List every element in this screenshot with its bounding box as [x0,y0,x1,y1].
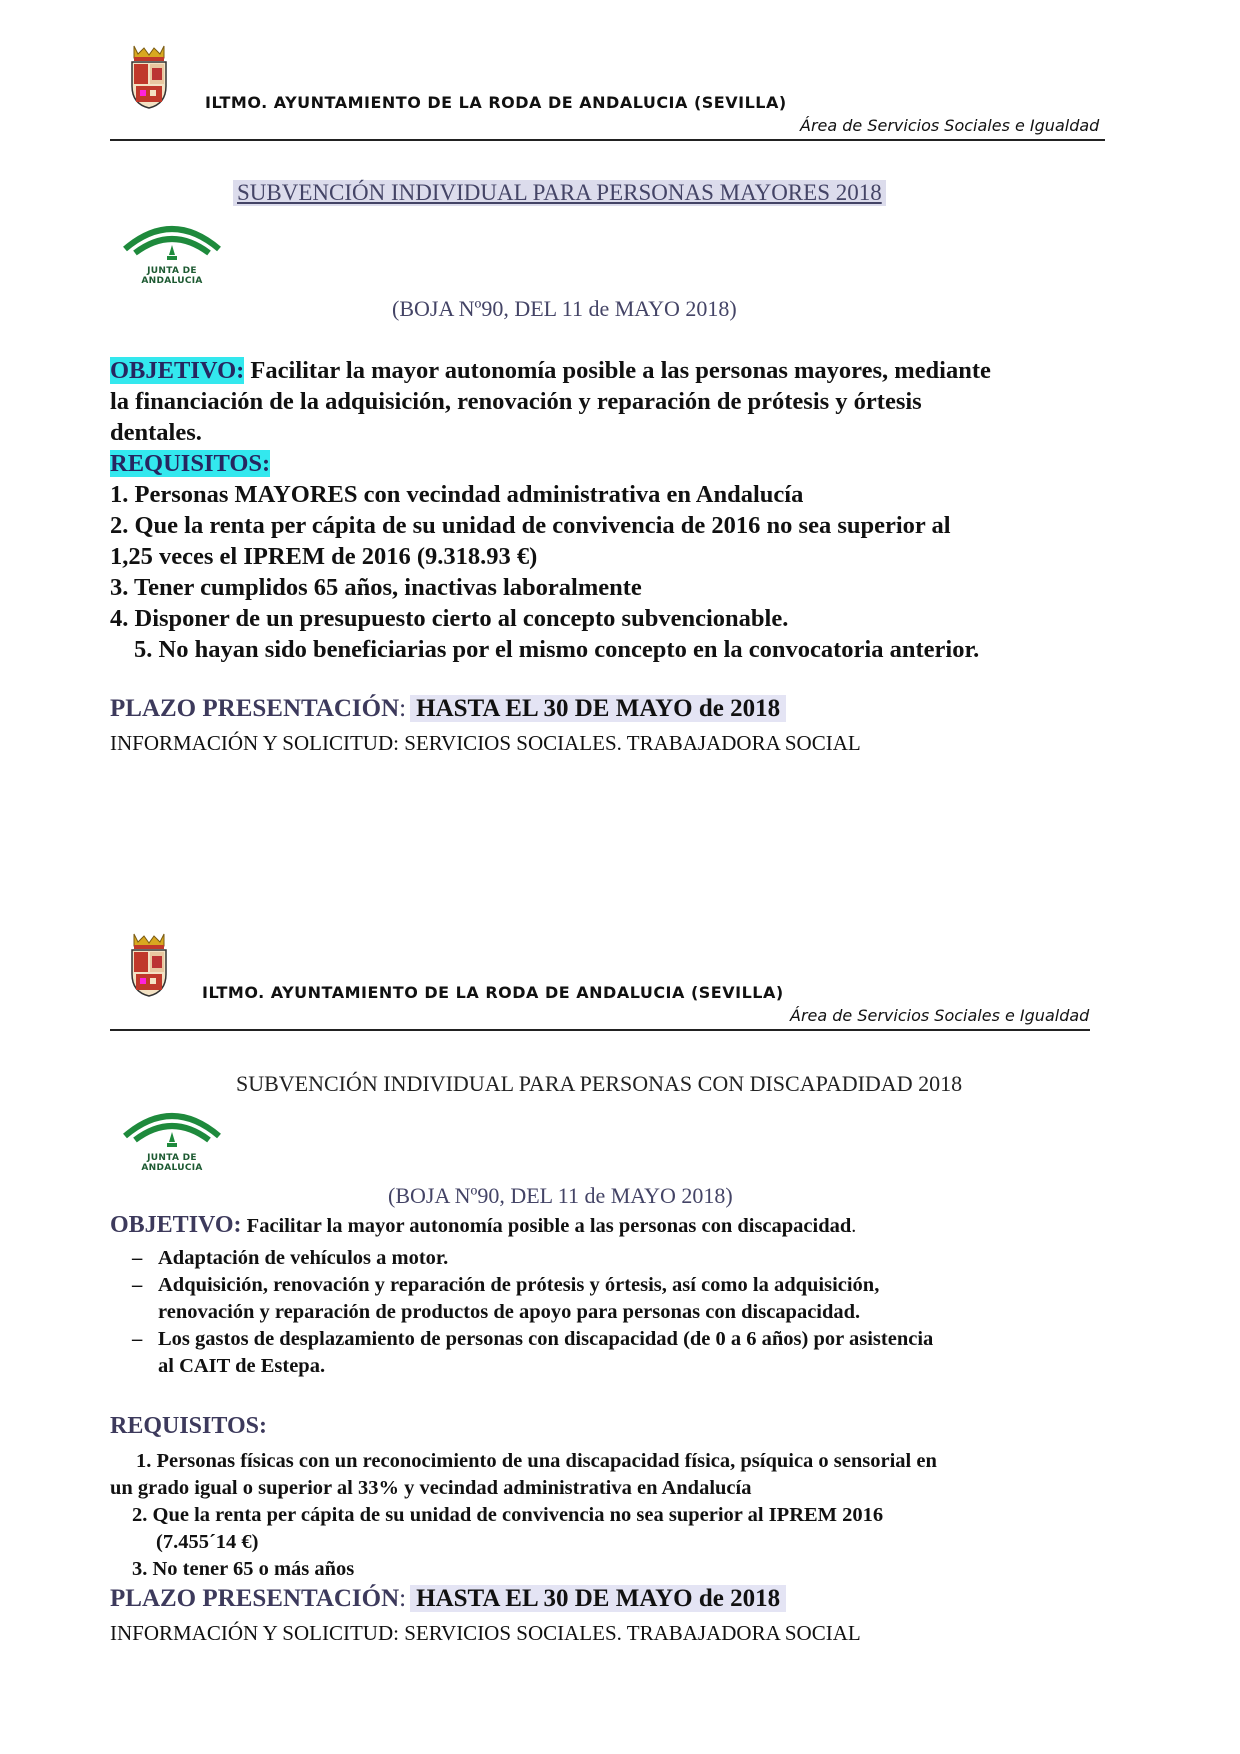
section2-plazo-value: HASTA EL 30 DE MAYO de 2018 [410,1585,786,1612]
section2-info: INFORMACIÓN Y SOLICITUD: SERVICIOS SOCIALES. TRABAJADORA SOCIAL [110,1621,861,1645]
section1-boja-reference: (BOJA Nº90, DEL 11 de MAYO 2018) [392,296,737,321]
organization-name: ILTMO. AYUNTAMIENTO DE LA RODA DE ANDALUCIA (SEVILLA) [205,93,787,112]
section2-objetivo [110,1212,856,1240]
section2-requirements [110,1448,1100,1583]
section1-title: SUBVENCIÓN INDIVIDUAL PARA PERSONAS MAYORES 2018 [233,180,886,206]
municipal-crest-icon [128,928,170,998]
section2-requirement: 1. Personas físicas con un reconocimiento de una discapacidad física, psíquica o sensorial en [136,1450,937,1472]
list-item-text: Los gastos de desplazamiento de personas con discapacidad (de 0 a 6 años) por asistencia [158,1328,934,1350]
department-name: Área de Servicios Sociales e Igualdad [790,1006,1090,1025]
section2-objetivo-text: Facilitar la mayor autonomía posible a las personas con discapacidad [241,1215,852,1237]
department-name: Área de Servicios Sociales e Igualdad [800,116,1100,135]
section2-title: SUBVENCIÓN INDIVIDUAL PARA PERSONAS CON DISCAPADIDAD 2018 [236,1071,963,1096]
section2-plazo-label: PLAZO PRESENTACIÓN [110,1585,400,1612]
section2-objetivo-period: . [851,1215,857,1237]
list-item-text: al CAIT de Estepa. [158,1355,326,1377]
section2-requirement: 2. Que la renta per cápita de su unidad de convivencia no sea superior al IPREM 2016 [132,1504,884,1526]
section2-plazo [110,1585,786,1613]
section1-objetivo-label: OBJETIVO: [110,357,245,384]
section2-requirement: un grado igual o superior al 33% y vecindad administrativa en Andalucía [110,1477,752,1499]
section1-plazo [110,695,786,723]
section2-boja-reference: (BOJA Nº90, DEL 11 de MAYO 2018) [388,1183,733,1208]
section2-objetivo-label: OBJETIVO: [110,1212,242,1238]
section2-objetivo-list [132,1245,1092,1380]
section1-requirement: 5. No hayan sido beneficiarias por el mismo concepto en la convocatoria anterior. [134,636,980,663]
section1-objetivo-text: dentales. [110,419,202,446]
section1-requirement: 1. Personas MAYORES con vecindad administrativa en Andalucía [110,481,804,508]
section1-plazo-label: PLAZO PRESENTACIÓN [110,695,400,722]
section1-requirement: 3. Tener cumplidos 65 años, inactivas laboralmente [110,574,642,601]
section1-objetivo-text: la financiación de la adquisición, renovación y reparación de prótesis y órtesis [110,388,922,415]
section2-requirement: 3. No tener 65 o más años [132,1558,355,1580]
dash-bullet: – [132,1247,143,1269]
section1-objetivo [110,355,1120,665]
section1-plazo-value: HASTA EL 30 DE MAYO de 2018 [410,695,786,722]
section1-info: INFORMACIÓN Y SOLICITUD: SERVICIOS SOCIALES. TRABAJADORA SOCIAL [110,731,861,755]
municipal-crest-icon [128,40,170,110]
dash-bullet: – [132,1274,143,1296]
list-item-text: Adaptación de vehículos a motor. [158,1247,449,1269]
dash-bullet: – [132,1328,143,1350]
list-item [132,1245,1092,1272]
section1-requirement: 4. Disponer de un presupuesto cierto al concepto subvencionable. [110,605,789,632]
section2-requisitos-label: REQUISITOS: [110,1413,267,1439]
list-item [132,1326,1092,1380]
list-item [132,1272,1092,1326]
header-divider [110,1029,1090,1031]
section1-requirement: 2. Que la renta per cápita de su unidad de convivencia de 2016 no sea superior al [110,512,951,539]
organization-name: ILTMO. AYUNTAMIENTO DE LA RODA DE ANDALUCIA (SEVILLA) [202,983,784,1002]
section1-plazo-colon: : [399,695,407,722]
header-divider [110,139,1105,141]
section1-objetivo-text: Facilitar la mayor autonomía posible a las personas mayores, mediante [244,357,991,384]
section1-requisitos-label: REQUISITOS: [110,450,271,477]
section2-plazo-colon: : [399,1585,407,1612]
list-item-text: renovación y reparación de productos de apoyo para personas con discapacidad. [158,1301,861,1323]
section2-requirement: (7.455´14 €) [156,1531,259,1553]
junta-andalucia-label: JUNTA DE ANDALUCIA [141,1153,203,1173]
section1-requirement: 1,25 veces el IPREM de 2016 (9.318.93 €) [110,543,538,570]
junta-andalucia-label: JUNTA DE ANDALUCIA [141,266,203,286]
list-item-text: Adquisición, renovación y reparación de prótesis y órtesis, así como la adquisición, [158,1274,880,1296]
